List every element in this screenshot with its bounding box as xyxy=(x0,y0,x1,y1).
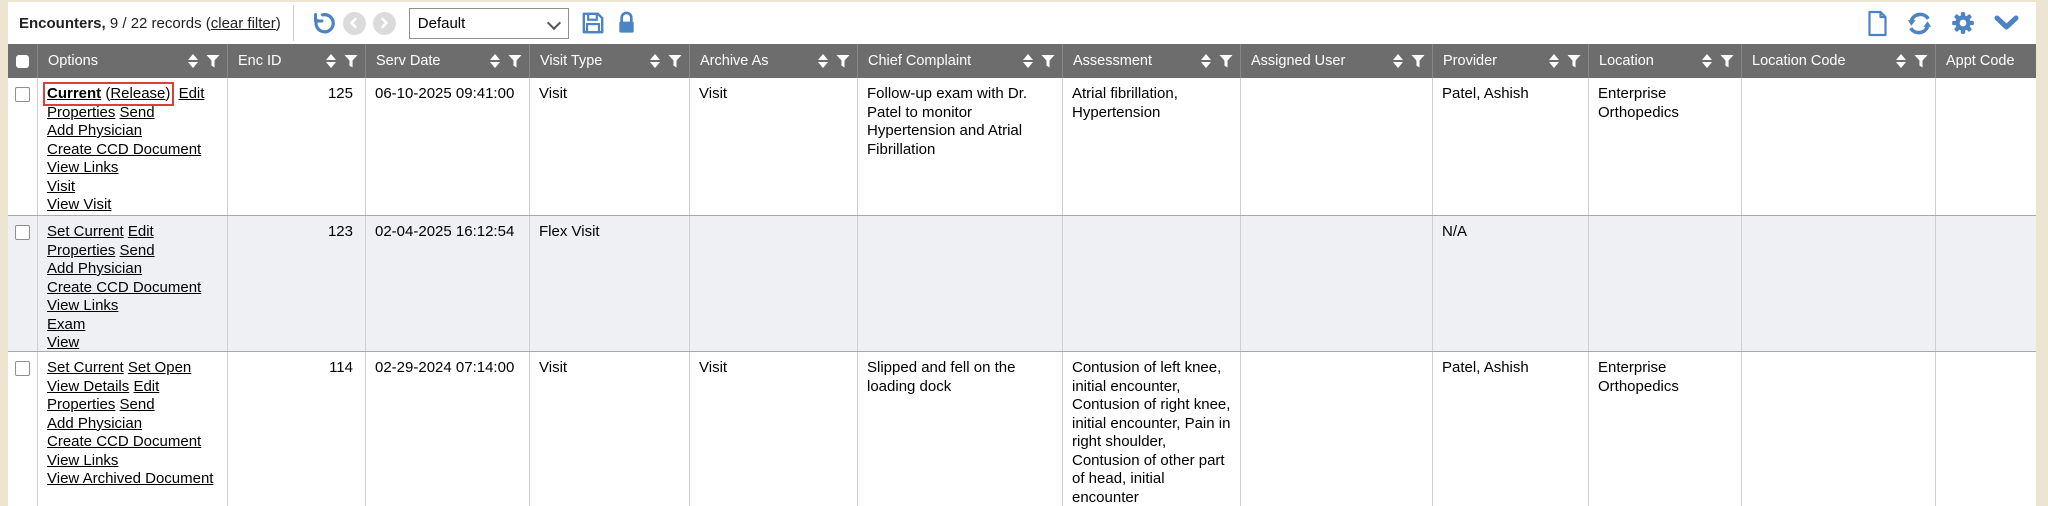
filter-icon[interactable] xyxy=(344,55,358,68)
panel-title xyxy=(8,15,281,32)
filter-icon[interactable] xyxy=(1720,55,1734,68)
column-header-icons xyxy=(1702,54,1734,68)
table-body xyxy=(8,78,2036,506)
row-checkbox[interactable] xyxy=(15,225,30,240)
cell-checkbox xyxy=(8,352,38,506)
option-link-release[interactable]: Release xyxy=(110,85,166,102)
option-link-view-links[interactable]: View Links xyxy=(47,159,119,176)
sort-up-arrow xyxy=(650,54,660,60)
sort-icon[interactable] xyxy=(1896,54,1906,68)
cell-location_code xyxy=(1742,78,1936,215)
option-link-properties[interactable]: Properties xyxy=(47,241,116,259)
column-header-serv_date xyxy=(366,44,530,78)
cell-location: Enterprise Orthopedics xyxy=(1589,352,1742,506)
cell-enc_id: 123 xyxy=(228,216,366,351)
options-line xyxy=(47,279,219,298)
option-link-edit[interactable]: Edit xyxy=(178,85,205,102)
sort-icon[interactable] xyxy=(1023,54,1033,68)
cell-location: Enterprise Orthopedics xyxy=(1589,78,1742,215)
option-link-view-links[interactable]: View Links xyxy=(47,297,119,314)
options-line xyxy=(47,452,219,471)
filter-icon[interactable] xyxy=(206,55,220,68)
sort-down-arrow xyxy=(818,62,828,68)
column-header-assigned_user xyxy=(1241,44,1433,78)
sort-up-arrow xyxy=(1023,54,1033,60)
cell-appt_code xyxy=(1936,352,2036,506)
nav-back-icon[interactable] xyxy=(343,12,366,35)
table-row xyxy=(8,78,2036,216)
sort-icon[interactable] xyxy=(490,54,500,68)
column-header-icons xyxy=(818,54,850,68)
column-header-icons xyxy=(1023,54,1055,68)
column-header-appt_code xyxy=(1936,44,2036,78)
toolbar-divider xyxy=(293,5,294,41)
nav-forward-icon[interactable] xyxy=(373,12,396,35)
cell-appt_code xyxy=(1936,216,2036,351)
column-label-assigned_user[interactable]: Assigned User xyxy=(1251,53,1346,69)
sort-up-arrow xyxy=(1393,54,1403,60)
cell-visit_type: Flex Visit xyxy=(530,216,690,351)
column-header-icons xyxy=(1201,54,1233,68)
options-line xyxy=(47,378,219,397)
sort-down-arrow xyxy=(1201,62,1211,68)
sort-down-arrow xyxy=(1549,62,1559,68)
filter-icon[interactable] xyxy=(668,55,682,68)
filter-icon[interactable] xyxy=(1567,55,1581,68)
sort-down-arrow xyxy=(1896,62,1906,68)
column-header-icons xyxy=(1393,54,1425,68)
column-label-serv_date[interactable]: Serv Date xyxy=(376,53,441,69)
column-header-icons xyxy=(326,54,358,68)
options-line xyxy=(47,470,219,489)
column-header-icons xyxy=(490,54,522,68)
option-link-properties[interactable]: Properties xyxy=(47,396,116,413)
sort-down-arrow xyxy=(1702,62,1712,68)
column-header-icons xyxy=(650,54,682,68)
option-link-add-physician[interactable]: Add Physician xyxy=(47,414,143,432)
cell-options xyxy=(38,352,228,506)
cell-provider: Patel, Ashish xyxy=(1433,352,1589,506)
cell-location_code xyxy=(1742,352,1936,506)
cell-archive_as: Visit xyxy=(690,352,858,506)
option-link-view[interactable]: View xyxy=(47,334,80,351)
paren-open: ( xyxy=(205,14,211,32)
panel-title-label: Encounters, xyxy=(19,14,106,32)
column-label-options[interactable]: Options xyxy=(48,53,98,69)
sort-up-arrow xyxy=(326,54,336,60)
cell-assessment: Contusion of left knee, initial encounter, Contusion of right knee, initial encounter, Pain in right shoulder, Contusion of other part of head, initial encounter xyxy=(1063,352,1241,506)
save-icon[interactable] xyxy=(580,10,606,36)
cell-checkbox xyxy=(8,78,38,215)
cell-visit_type: Visit xyxy=(530,352,690,506)
sort-up-arrow xyxy=(818,54,828,60)
records-count: 9 / 22 records xyxy=(109,14,202,32)
options-line xyxy=(47,334,219,351)
cell-location_code xyxy=(1742,216,1936,351)
options-line xyxy=(47,433,219,452)
sort-icon[interactable] xyxy=(188,54,198,68)
option-link-create-ccd-document[interactable]: Create CCD Document xyxy=(47,433,202,450)
options-line xyxy=(47,260,219,279)
options-line xyxy=(47,359,219,378)
cell-enc_id: 114 xyxy=(228,352,366,506)
sort-down-arrow xyxy=(326,62,336,68)
cell-options xyxy=(38,78,228,215)
sort-icon[interactable] xyxy=(326,54,336,68)
filter-icon[interactable] xyxy=(508,55,522,68)
toolbar xyxy=(8,2,2036,44)
table-row xyxy=(8,352,2036,506)
option-link-properties[interactable]: Properties xyxy=(47,103,116,121)
column-label-provider[interactable]: Provider xyxy=(1443,53,1497,69)
column-header-visit_type xyxy=(530,44,690,78)
option-link-create-ccd-document[interactable]: Create CCD Document xyxy=(47,278,202,296)
option-link-set-current[interactable]: Set Current xyxy=(47,223,124,240)
row-checkbox[interactable] xyxy=(15,87,30,102)
sort-down-arrow xyxy=(1023,62,1033,68)
table-row xyxy=(8,216,2036,352)
option-link-view-visit[interactable]: View Visit xyxy=(47,196,112,213)
options-line xyxy=(47,122,219,141)
sort-icon[interactable] xyxy=(1393,54,1403,68)
filter-icon[interactable] xyxy=(1219,55,1233,68)
option-link-set-current[interactable]: Set Current xyxy=(47,359,124,376)
sort-icon[interactable] xyxy=(818,54,828,68)
options-line xyxy=(47,178,219,197)
cell-archive_as: Visit xyxy=(690,78,858,215)
sort-up-arrow xyxy=(188,54,198,60)
column-header-icons xyxy=(1549,54,1581,68)
sort-down-arrow xyxy=(490,62,500,68)
column-header-icons xyxy=(1896,54,1928,68)
column-header-assessment xyxy=(1063,44,1241,78)
cell-assigned_user xyxy=(1241,216,1433,351)
options-line xyxy=(47,396,219,415)
column-label-location[interactable]: Location xyxy=(1599,53,1654,69)
sort-up-arrow xyxy=(1201,54,1211,60)
option-link-view-archived-document[interactable]: View Archived Document xyxy=(47,470,214,487)
row-checkbox[interactable] xyxy=(15,361,30,376)
column-header-options xyxy=(38,44,228,78)
view-select[interactable] xyxy=(410,9,568,38)
option-link-edit[interactable]: Edit xyxy=(127,223,154,240)
options-line xyxy=(47,141,219,160)
cell-provider: N/A xyxy=(1433,216,1589,351)
clear-filter-link[interactable]: clear filter xyxy=(210,14,276,32)
option-link-create-ccd-document[interactable]: Create CCD Document xyxy=(47,140,202,158)
sort-icon[interactable] xyxy=(650,54,660,68)
cell-chief_complaint: Follow-up exam with Dr. Patel to monitor Hypertension and Atrial Fibrillation xyxy=(858,78,1063,215)
new-document-icon[interactable] xyxy=(1865,10,1889,37)
option-link-send[interactable]: Send xyxy=(119,241,155,259)
cell-appt_code xyxy=(1936,78,2036,215)
cell-serv_date: 02-04-2025 16:12:54 xyxy=(366,216,530,351)
column-label-assessment[interactable]: Assessment xyxy=(1073,53,1152,69)
filter-icon[interactable] xyxy=(836,55,850,68)
column-label-appt_code[interactable]: Appt Code xyxy=(1946,53,2015,69)
column-label-visit_type[interactable]: Visit Type xyxy=(540,53,603,69)
column-header-provider xyxy=(1433,44,1589,78)
cell-assigned_user xyxy=(1241,352,1433,506)
cell-chief_complaint xyxy=(858,216,1063,351)
sort-up-arrow xyxy=(1896,54,1906,60)
options-line xyxy=(47,159,219,178)
cell-enc_id: 125 xyxy=(228,78,366,215)
sort-up-arrow xyxy=(490,54,500,60)
select-all-checkbox[interactable] xyxy=(16,55,29,68)
options-line xyxy=(47,297,219,316)
column-header-icons xyxy=(188,54,220,68)
column-header-location_code xyxy=(1742,44,1936,78)
cell-serv_date: 06-10-2025 09:41:00 xyxy=(366,78,530,215)
cell-location xyxy=(1589,216,1742,351)
cell-visit_type: Visit xyxy=(530,78,690,215)
filter-icon[interactable] xyxy=(1041,55,1055,68)
filter-icon[interactable] xyxy=(1411,55,1425,68)
option-link-current[interactable]: Current xyxy=(47,85,102,102)
cell-serv_date: 02-29-2024 07:14:00 xyxy=(366,352,530,506)
header-checkbox-cell xyxy=(8,44,38,78)
collapse-chevron-icon[interactable] xyxy=(1993,14,2020,32)
toolbar-left-icons xyxy=(307,10,396,37)
sort-icon[interactable] xyxy=(1201,54,1211,68)
options-line xyxy=(47,415,219,434)
options-line xyxy=(47,85,219,104)
option-link-send[interactable]: Send xyxy=(119,396,155,413)
sort-down-arrow xyxy=(188,62,198,68)
cell-checkbox xyxy=(8,216,38,351)
encounters-panel xyxy=(8,2,2036,506)
options-line xyxy=(47,223,219,242)
option-link-view-links[interactable]: View Links xyxy=(47,451,119,469)
cell-assessment: Atrial fibrillation, Hypertension xyxy=(1063,78,1241,215)
toolbar-right-icons xyxy=(1865,10,2036,37)
table-header xyxy=(8,44,2036,78)
lock-icon[interactable] xyxy=(615,10,638,36)
gear-icon[interactable] xyxy=(1950,10,1976,36)
column-header-enc_id xyxy=(228,44,366,78)
column-label-enc_id[interactable]: Enc ID xyxy=(238,53,282,69)
column-header-archive_as xyxy=(690,44,858,78)
option-link-send[interactable]: Send xyxy=(119,103,155,121)
option-link-add-physician[interactable]: Add Physician xyxy=(47,260,143,277)
column-label-location_code[interactable]: Location Code xyxy=(1752,53,1846,69)
column-header-location xyxy=(1589,44,1742,78)
option-link-add-physician[interactable]: Add Physician xyxy=(47,122,143,139)
sort-icon[interactable] xyxy=(1702,54,1712,68)
cell-assessment xyxy=(1063,216,1241,351)
options-line xyxy=(47,242,219,261)
view-select-wrap xyxy=(409,8,569,39)
column-label-chief_complaint[interactable]: Chief Complaint xyxy=(868,53,972,69)
option-link-exam[interactable]: Exam xyxy=(47,315,86,333)
option-link-set-open[interactable]: Set Open xyxy=(127,359,192,376)
paren-close: ) xyxy=(275,14,281,32)
column-label-archive_as[interactable]: Archive As xyxy=(700,53,769,69)
column-header-chief_complaint xyxy=(858,44,1063,78)
cell-provider: Patel, Ashish xyxy=(1433,78,1589,215)
cell-chief_complaint: Slipped and fell on the loading dock xyxy=(858,352,1063,506)
sort-up-arrow xyxy=(1702,54,1712,60)
cell-options xyxy=(38,216,228,351)
refresh-icon[interactable] xyxy=(1906,10,1933,37)
filter-icon[interactable] xyxy=(1914,55,1928,68)
option-link-view-details[interactable]: View Details xyxy=(47,377,130,395)
option-link-edit[interactable]: Edit xyxy=(133,377,160,395)
options-line xyxy=(47,196,219,215)
undo-icon[interactable] xyxy=(309,10,336,37)
sort-up-arrow xyxy=(1549,54,1559,60)
options-line xyxy=(47,104,219,123)
cell-archive_as xyxy=(690,216,858,351)
options-line xyxy=(47,316,219,335)
sort-down-arrow xyxy=(1393,62,1403,68)
sort-down-arrow xyxy=(650,62,660,68)
sort-icon[interactable] xyxy=(1549,54,1559,68)
highlight-box: Current (Release) xyxy=(43,82,174,106)
cell-assigned_user xyxy=(1241,78,1433,215)
option-link-visit[interactable]: Visit xyxy=(47,177,76,195)
